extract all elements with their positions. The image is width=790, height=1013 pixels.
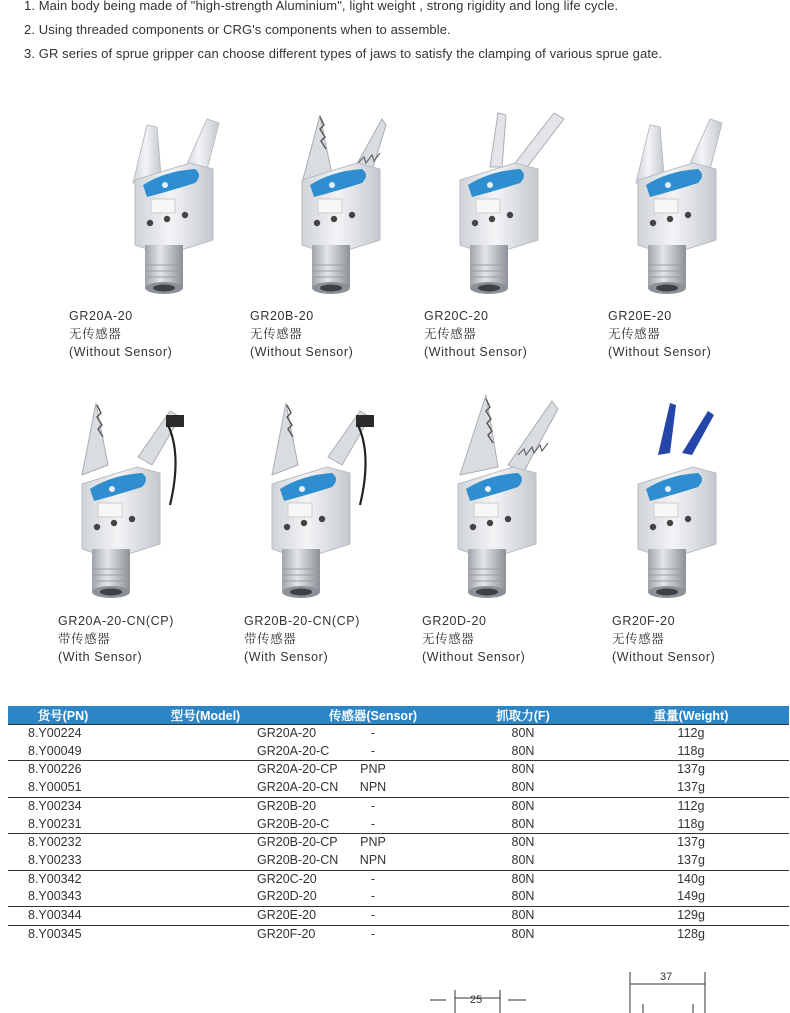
cell-model: GR20A-20: [118, 725, 293, 743]
cell-pn: 8.Y00231: [28, 816, 82, 831]
table-row: [8, 761, 789, 779]
cell-sensor: -: [293, 870, 453, 888]
table-row: [8, 852, 789, 870]
cell-model: GR20B-20-C: [257, 816, 330, 831]
product-model: GR20C-20: [424, 309, 489, 323]
cell-force: 80N: [453, 761, 593, 779]
product-model: GR20F-20: [612, 614, 676, 628]
cell-force: 80N: [453, 797, 593, 815]
cell-weight: 118g: [677, 743, 705, 758]
cell-model: GR20A-20-CN: [257, 780, 339, 795]
cell-model: GR20C-20: [118, 870, 293, 888]
feature-list: [24, 0, 784, 66]
col-header-weight: 重量(Weight): [593, 706, 789, 725]
cell-weight: 137g: [677, 852, 705, 867]
cell-weight: 112g: [593, 797, 789, 815]
cell-pn: 8.Y00343: [28, 889, 82, 904]
product-sensor-en: (With Sensor): [244, 650, 329, 664]
col-header-pn: 货号(PN): [8, 706, 118, 725]
cell-sensor: -: [293, 797, 453, 815]
cell-model: GR20D-20: [257, 889, 317, 904]
product-sensor-cn: 无传感器: [422, 632, 475, 646]
gripper-image: [42, 395, 222, 600]
cell-weight: 112g: [593, 725, 789, 743]
cell-pn: 8.Y00342: [8, 870, 118, 888]
cell-model: GR20B-20-CP: [118, 834, 293, 852]
table-row: [8, 870, 789, 888]
cell-model: GR20E-20: [118, 907, 293, 926]
cell-sensor: -: [370, 889, 376, 904]
cell-force: 80N: [453, 870, 593, 888]
spec-table: [8, 706, 789, 943]
product-sensor-en: (Without Sensor): [422, 650, 526, 664]
cell-force: 80N: [511, 780, 535, 795]
dimension-drawing: [0, 960, 790, 1013]
feature-line-1: 1. Main body being made of "high-strength Aluminium", light weight , strong rigidity and long life cycle.: [24, 0, 619, 13]
cell-pn: 8.Y00224: [8, 725, 118, 743]
col-header-model: 型号(Model): [118, 706, 293, 725]
product-model: GR20A-20: [69, 309, 133, 323]
cell-force: 80N: [511, 816, 535, 831]
cell-force: 80N: [453, 834, 593, 852]
cell-pn: 8.Y00344: [8, 907, 118, 926]
product-gr20a-20-cn-cp: [42, 395, 222, 664]
gripper-image: [232, 395, 412, 600]
gripper-image: [598, 105, 778, 295]
dim-label-right: 37: [660, 971, 673, 983]
product-gr20b-20: [250, 105, 442, 365]
cell-sensor: -: [370, 816, 376, 831]
product-sensor-cn: 无传感器: [69, 327, 122, 341]
cell-weight: 129g: [593, 907, 789, 926]
gripper-image: [95, 105, 275, 295]
gripper-image: [420, 105, 600, 295]
cell-pn: 8.Y00226: [8, 761, 118, 779]
table-row: [8, 888, 789, 906]
table-row: [8, 816, 789, 834]
table-row: [8, 779, 789, 797]
product-sensor-cn: 无传感器: [612, 632, 665, 646]
table-row: [8, 834, 789, 852]
gripper-image: [598, 395, 778, 600]
cell-sensor: -: [293, 907, 453, 926]
product-gr20f-20: [598, 395, 778, 664]
cell-sensor: -: [293, 925, 453, 943]
product-model: GR20B-20: [250, 309, 314, 323]
feature-line-2: 2. Using threaded components or CRG's components when to assemble.: [24, 22, 451, 37]
col-header-sensor: 传感器(Sensor): [293, 706, 453, 725]
product-sensor-cn: 带传感器: [244, 632, 297, 646]
cell-force: 80N: [453, 907, 593, 926]
cell-force: 80N: [511, 852, 535, 867]
cell-sensor: -: [293, 725, 453, 743]
cell-pn: 8.Y00232: [8, 834, 118, 852]
product-gr20c-20: [420, 105, 600, 365]
table-row: [8, 743, 789, 761]
cell-weight: 137g: [677, 780, 705, 795]
product-sensor-en: (Without Sensor): [250, 345, 354, 359]
cell-weight: 140g: [593, 870, 789, 888]
product-model: GR20A-20-CN(CP): [58, 614, 174, 628]
cell-sensor: NPN: [359, 780, 387, 795]
table-body: [8, 725, 789, 944]
cell-model: GR20A-20-C: [257, 743, 330, 758]
product-gr20e-20: [598, 105, 778, 365]
cell-force: 80N: [453, 925, 593, 943]
product-sensor-cn: 无传感器: [608, 327, 661, 341]
cell-pn: 8.Y00051: [28, 780, 82, 795]
col-header-force: 抓取力(F): [453, 706, 593, 725]
cell-force: 80N: [453, 725, 593, 743]
dim-label-left: 25: [470, 994, 483, 1006]
cell-sensor: -: [370, 743, 376, 758]
cell-weight: 149g: [677, 889, 705, 904]
cell-force: 80N: [511, 743, 535, 758]
table-header-row: [8, 706, 789, 725]
cell-weight: 137g: [593, 834, 789, 852]
cell-pn: 8.Y00234: [8, 797, 118, 815]
cell-model: GR20B-20-CN: [257, 852, 339, 867]
product-sensor-en: (Without Sensor): [608, 345, 712, 359]
table-row: [8, 907, 789, 926]
product-sensor-cn: 带传感器: [58, 632, 111, 646]
cell-model: GR20F-20: [118, 925, 293, 943]
cell-pn: 8.Y00049: [28, 743, 82, 758]
cell-sensor: PNP: [293, 834, 453, 852]
product-model: GR20E-20: [608, 309, 672, 323]
table-row: [8, 725, 789, 743]
product-model: GR20B-20-CN(CP): [244, 614, 360, 628]
table-row: [8, 925, 789, 943]
gripper-image: [262, 105, 442, 295]
product-model: GR20D-20: [422, 614, 487, 628]
product-sensor-cn: 无传感器: [424, 327, 477, 341]
product-sensor-en: (Without Sensor): [612, 650, 716, 664]
gripper-image: [418, 395, 598, 600]
product-gr20d-20: [418, 395, 598, 664]
table-row: [8, 797, 789, 815]
cell-weight: 128g: [593, 925, 789, 943]
product-sensor-en: (Without Sensor): [69, 345, 173, 359]
product-sensor-cn: 无传感器: [250, 327, 303, 341]
cell-weight: 118g: [677, 816, 705, 831]
cell-weight: 137g: [593, 761, 789, 779]
cell-pn: 8.Y00345: [8, 925, 118, 943]
product-sensor-en: (With Sensor): [58, 650, 143, 664]
cell-model: GR20B-20: [118, 797, 293, 815]
feature-line-3: 3. GR series of sprue gripper can choose different types of jaws to satisfy the clamping of various sprue gate.: [24, 46, 663, 61]
cell-force: 80N: [511, 889, 535, 904]
product-sensor-en: (Without Sensor): [424, 345, 528, 359]
cell-model: GR20A-20-CP: [118, 761, 293, 779]
product-gr20b-20-cn-cp: [232, 395, 412, 664]
cell-pn: 8.Y00233: [28, 852, 82, 867]
cell-sensor: PNP: [293, 761, 453, 779]
cell-sensor: NPN: [359, 852, 387, 867]
product-gr20a-20: [69, 105, 275, 365]
